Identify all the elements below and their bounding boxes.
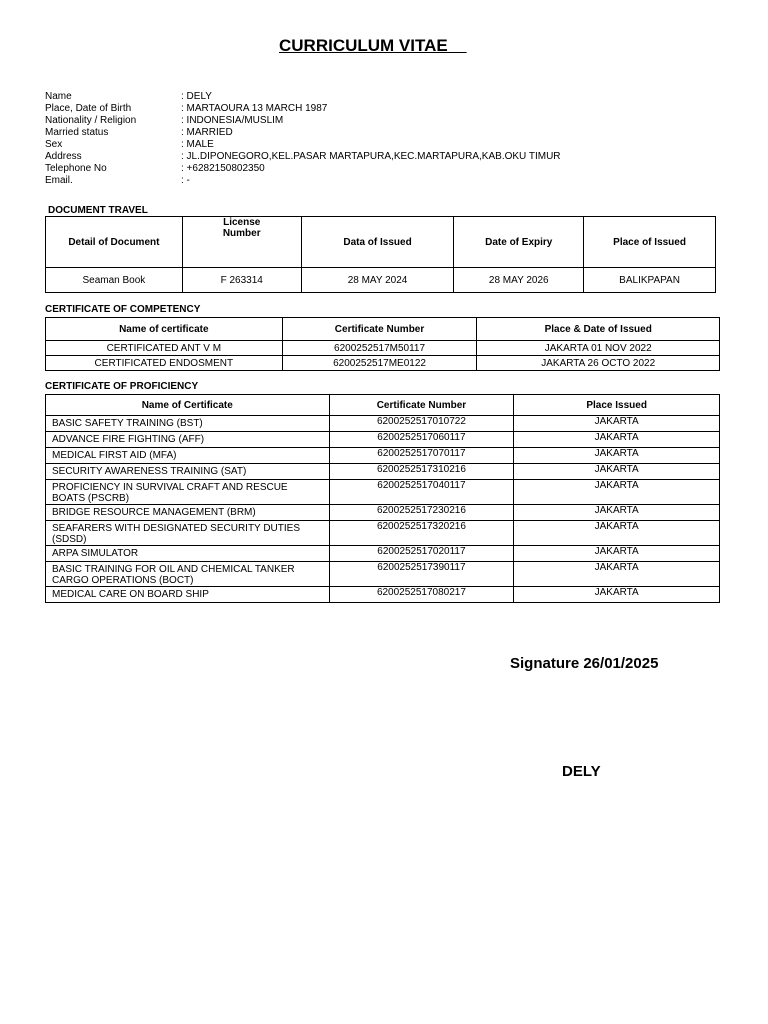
- table-cell: JAKARTA: [514, 416, 720, 432]
- table-cell: BALIKPAPAN: [584, 268, 716, 293]
- table-row: [46, 505, 720, 521]
- table-row: [46, 432, 720, 448]
- info-label: Place, Date of Birth: [45, 103, 132, 114]
- info-value: : MARRIED: [181, 127, 233, 138]
- section-heading-competency: CERTIFICATE OF COMPETENCY: [45, 304, 201, 315]
- table-cell: Seaman Book: [46, 268, 183, 293]
- info-label: Married status: [45, 127, 109, 138]
- info-row-married: [45, 127, 561, 139]
- table-cell: BRIDGE RESOURCE MANAGEMENT (BRM): [46, 505, 330, 521]
- table-cell: JAKARTA: [514, 562, 720, 587]
- table-cell: JAKARTA: [514, 480, 720, 505]
- info-row-telephone: [45, 163, 561, 175]
- table-cell: 6200252517020117: [329, 546, 514, 562]
- info-value: : +6282150802350: [181, 163, 265, 174]
- table-header-row: [46, 395, 720, 416]
- table-cell: JAKARTA: [514, 464, 720, 480]
- info-value: : DELY: [181, 91, 212, 102]
- table-row: [46, 480, 720, 505]
- table-cell: 6200252517390117: [329, 562, 514, 587]
- table-cell: JAKARTA: [514, 505, 720, 521]
- signature-name: DELY: [562, 763, 601, 780]
- info-label: Nationality / Religion: [45, 115, 137, 126]
- table-row: [46, 416, 720, 432]
- table-cell: 6200252517060117: [329, 432, 514, 448]
- column-header: Date of Expiry: [454, 217, 584, 268]
- column-header: Data of Issued: [301, 217, 454, 268]
- table-cell: JAKARTA: [514, 521, 720, 546]
- table-row: [46, 546, 720, 562]
- column-header: Certificate Number: [282, 318, 477, 341]
- table-row: [46, 587, 720, 603]
- table-cell: JAKARTA 26 OCTO 2022: [477, 356, 720, 371]
- table-cell: BASIC SAFETY TRAINING (BST): [46, 416, 330, 432]
- section-heading-document-travel: DOCUMENT TRAVEL: [48, 205, 148, 216]
- document-travel-table: [45, 216, 716, 293]
- info-label: Address: [45, 151, 82, 162]
- signature-line: Signature 26/01/2025: [510, 655, 659, 672]
- column-header: Detail of Document: [46, 217, 183, 268]
- table-row: [46, 562, 720, 587]
- table-cell: PROFICIENCY IN SURVIVAL CRAFT AND RESCUE BOATS (PSCRB): [46, 480, 330, 505]
- info-row-address: [45, 151, 561, 163]
- table-cell: JAKARTA 01 NOV 2022: [477, 341, 720, 356]
- table-cell: 6200252517010722: [329, 416, 514, 432]
- table-cell: MEDICAL FIRST AID (MFA): [46, 448, 330, 464]
- table-cell: CERTIFICATED ANT V M: [46, 341, 283, 356]
- info-label: Email.: [45, 175, 73, 186]
- column-header: Name of certificate: [46, 318, 283, 341]
- table-cell: 6200252517320216: [329, 521, 514, 546]
- table-cell: JAKARTA: [514, 546, 720, 562]
- info-row-name: [45, 91, 561, 103]
- info-value: : INDONESIA/MUSLIM: [181, 115, 284, 126]
- info-row-birth: [45, 103, 561, 115]
- info-value: : MALE: [181, 139, 214, 150]
- table-cell: ADVANCE FIRE FIGHTING (AFF): [46, 432, 330, 448]
- table-cell: F 263314: [182, 268, 301, 293]
- section-heading-proficiency: CERTIFICATE OF PROFICIENCY: [45, 381, 199, 392]
- info-label: Sex: [45, 139, 63, 150]
- table-cell: MEDICAL CARE ON BOARD SHIP: [46, 587, 330, 603]
- column-header: Name of Certificate: [46, 395, 330, 416]
- table-cell: 6200252517070117: [329, 448, 514, 464]
- table-cell: 6200252517230216: [329, 505, 514, 521]
- table-row: [46, 464, 720, 480]
- column-header: Place Issued: [514, 395, 720, 416]
- info-value: : MARTAOURA 13 MARCH 1987: [181, 103, 328, 114]
- table-row: [46, 521, 720, 546]
- table-row: [46, 448, 720, 464]
- competency-table: [45, 317, 720, 371]
- info-row-sex: [45, 139, 561, 151]
- table-cell: 6200252517310216: [329, 464, 514, 480]
- table-header-row: [46, 217, 716, 268]
- personal-info: [45, 91, 561, 187]
- info-row-email: [45, 175, 561, 187]
- table-cell: ARPA SIMULATOR: [46, 546, 330, 562]
- table-cell: JAKARTA: [514, 448, 720, 464]
- table-cell: 6200252517ME0122: [282, 356, 477, 371]
- table-header-row: [46, 318, 720, 341]
- table-cell: 28 MAY 2026: [454, 268, 584, 293]
- page-title: CURRICULUM VITAE: [279, 36, 467, 55]
- info-label: Telephone No: [45, 163, 107, 174]
- proficiency-table: [45, 394, 720, 603]
- table-row: [46, 268, 716, 293]
- table-cell: SEAFARERS WITH DESIGNATED SECURITY DUTIES (SDSD): [46, 521, 330, 546]
- info-value: : -: [181, 175, 190, 186]
- info-row-nationality: [45, 115, 561, 127]
- table-cell: SECURITY AWARENESS TRAINING (SAT): [46, 464, 330, 480]
- column-header: Place & Date of Issued: [477, 318, 720, 341]
- column-header: License Number: [182, 217, 301, 268]
- table-cell: 28 MAY 2024: [301, 268, 454, 293]
- table-cell: 6200252517040117: [329, 480, 514, 505]
- table-cell: 6200252517M50117: [282, 341, 477, 356]
- info-label: Name: [45, 91, 72, 102]
- info-value: : JL.DIPONEGORO,KEL.PASAR MARTAPURA,KEC.MARTAPURA,KAB.OKU TIMUR: [181, 151, 561, 162]
- column-header: Certificate Number: [329, 395, 514, 416]
- table-cell: 6200252517080217: [329, 587, 514, 603]
- table-row: [46, 341, 720, 356]
- column-header: Place of Issued: [584, 217, 716, 268]
- table-cell: CERTIFICATED ENDOSMENT: [46, 356, 283, 371]
- table-cell: JAKARTA: [514, 432, 720, 448]
- table-cell: JAKARTA: [514, 587, 720, 603]
- table-cell: BASIC TRAINING FOR OIL AND CHEMICAL TANKER CARGO OPERATIONS (BOCT): [46, 562, 330, 587]
- table-row: [46, 356, 720, 371]
